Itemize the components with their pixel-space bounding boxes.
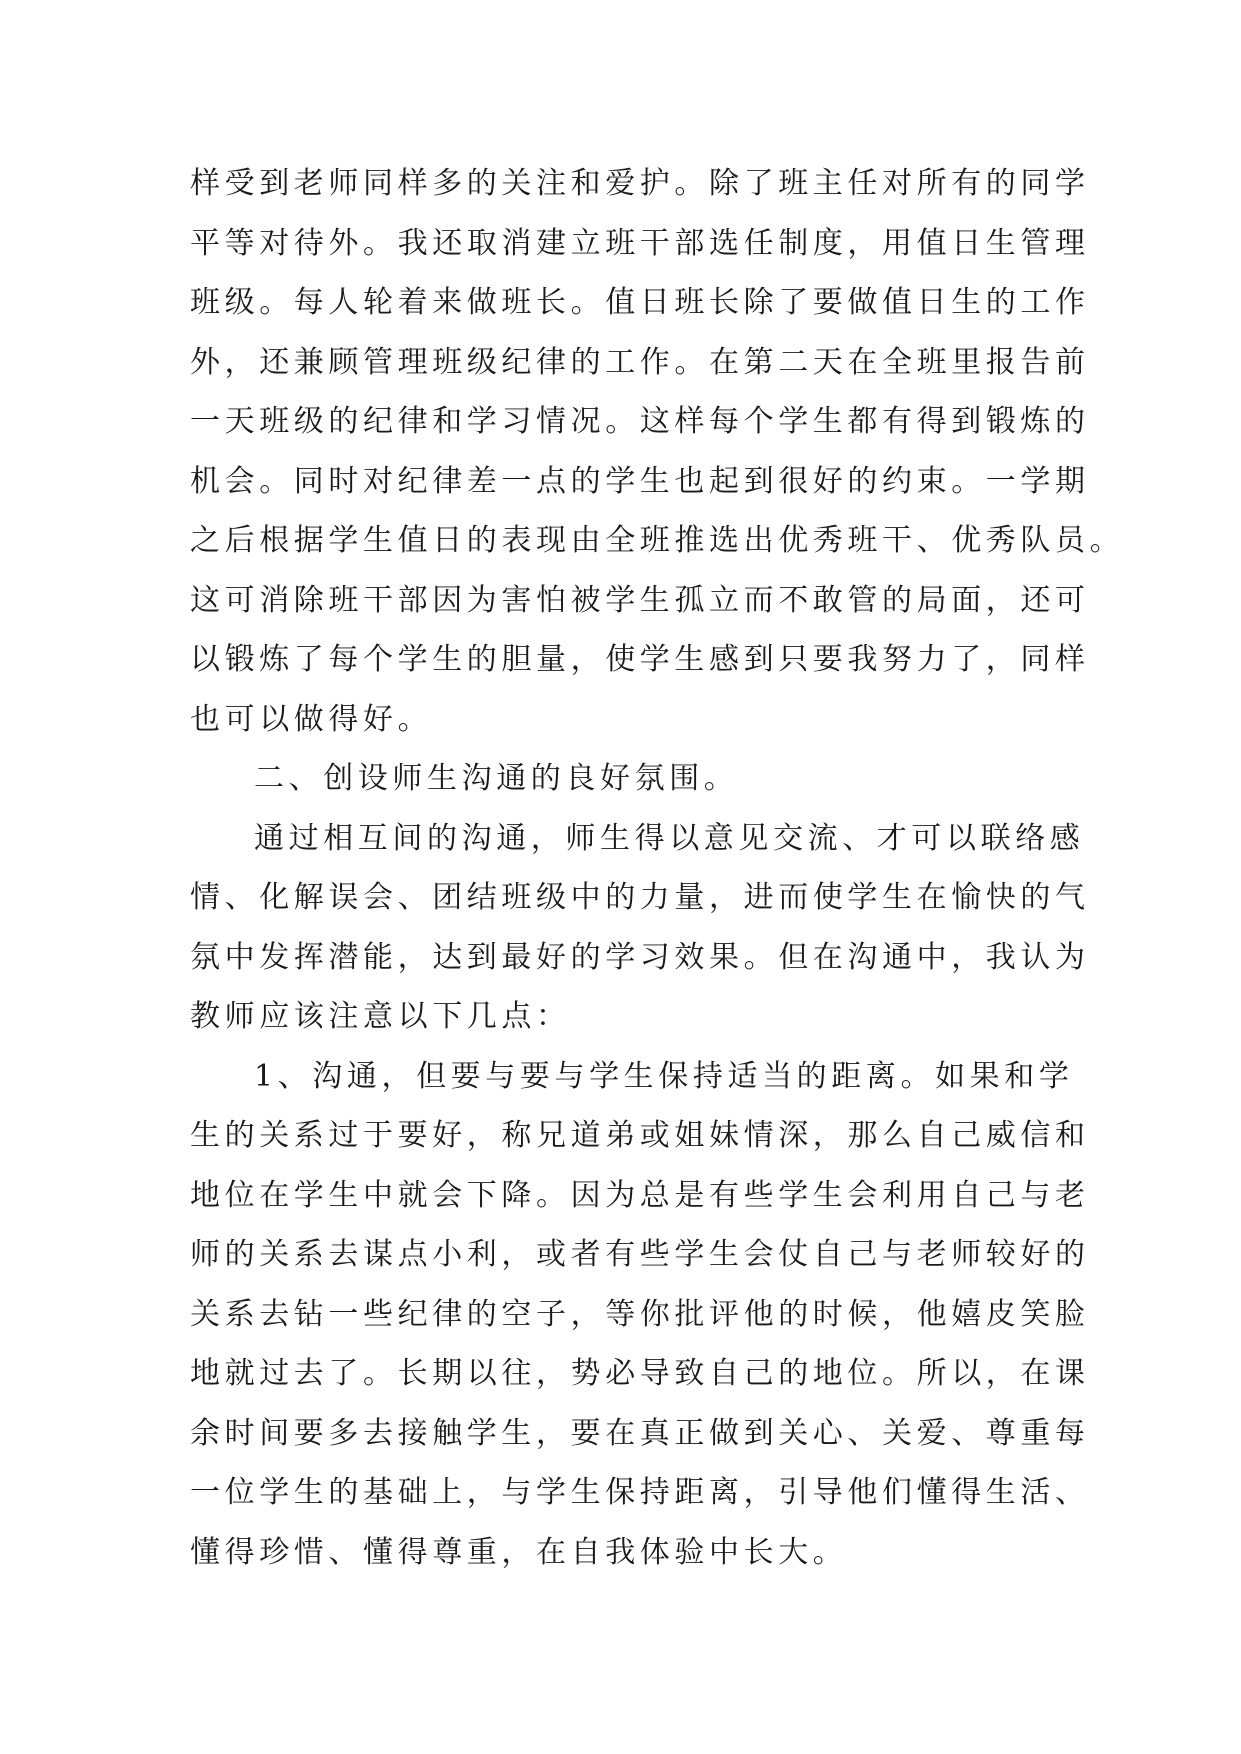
paragraph-start-line: 通过相互间的沟通，师生得以意见交流、才可以联络感 (254, 820, 1085, 856)
text-line: 一天班级的纪律和学习情况。这样每个学生都有得到锻炼的 (190, 404, 1090, 439)
text-line: 余时间要多去接触学生，要在真正做到关心、关爱、尊重每 (190, 1415, 1090, 1451)
section-heading: 二、创设师生沟通的良好氛围。 (254, 761, 739, 796)
text-line: 师的关系去谋点小利，或者有些学生会仗自己与老师较好的 (190, 1237, 1090, 1272)
body-text (190, 154, 1125, 1582)
text-line: 情、化解误会、团结班级中的力量，进而使学生在愉快的气 (190, 880, 1090, 915)
text-line: 班级。每人轮着来做班长。值日班长除了要做值日生的工作 (190, 285, 1090, 320)
text-line: 教师应该注意以下几点： (190, 999, 571, 1034)
text-line: 懂得珍惜、懂得尊重，在自我体验中长大。 (190, 1534, 848, 1570)
text-line: 也可以做得好。 (190, 701, 433, 737)
text-line: 外，还兼顾管理班级纪律的工作。在第二天在全班里报告前 (190, 344, 1090, 380)
text-line: 以锻炼了每个学生的胆量，使学生感到只要我努力了，同样 (190, 642, 1090, 677)
text-line: 一位学生的基础上，与学生保持距离，引导他们懂得生活、 (190, 1475, 1090, 1510)
text-line: 生的关系过于要好，称兄道弟或姐妹情深，那么自己威信和 (190, 1118, 1090, 1153)
text-line: 地位在学生中就会下降。因为总是有些学生会利用自己与老 (190, 1177, 1090, 1213)
text-line: 关系去钻一些纪律的空子，等你批评他的时候，他嬉皮笑脸 (190, 1296, 1090, 1332)
text-line: 机会。同时对纪律差一点的学生也起到很好的约束。一学期 (190, 463, 1090, 499)
text-line: 平等对待外。我还取消建立班干部选任制度，用值日生管理 (190, 225, 1090, 261)
text-line: 样受到老师同样多的关注和爱护。除了班主任对所有的同学 (190, 166, 1090, 201)
text-line: 之后根据学生值日的表现由全班推选出优秀班干、优秀队员。 (190, 523, 1125, 558)
list-item-start-line: 1、沟通，但要与要与学生保持适当的距离。如果和学 (254, 1058, 1074, 1094)
text-line: 地就过去了。长期以往，势必导致自己的地位。所以，在课 (190, 1356, 1090, 1391)
text-line: 氛中发挥潜能，达到最好的学习效果。但在沟通中，我认为 (190, 939, 1090, 975)
text-line: 这可消除班干部因为害怕被学生孤立而不敢管的局面，还可 (190, 582, 1090, 618)
